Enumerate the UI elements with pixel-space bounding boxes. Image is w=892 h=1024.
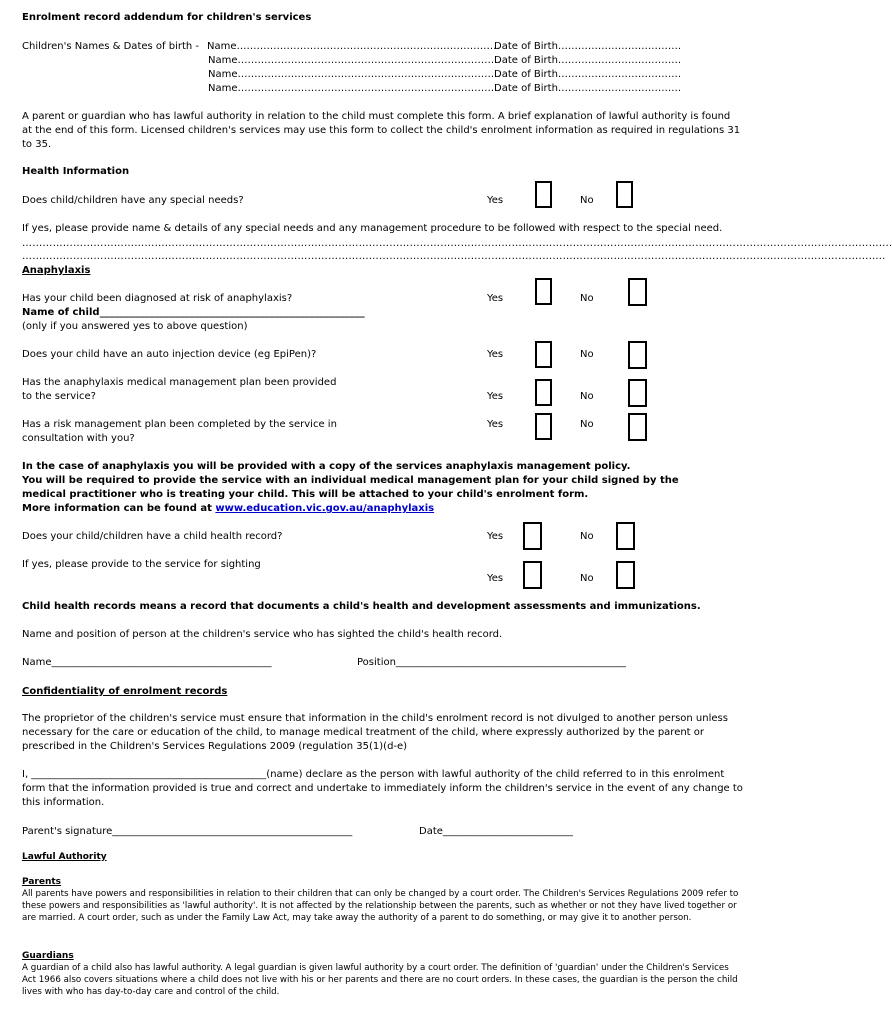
risk-plan-question-line-2: consultation with you? (22, 433, 135, 444)
yes-label: Yes (487, 293, 504, 304)
child-name-field-4[interactable]: Name……………………………………………………………………. (208, 83, 501, 94)
anaphylaxis-notice-line-2: You will be required to provide the service with an individual medical management plan for your child signed by the (22, 475, 679, 486)
signature-date-field[interactable]: Date__________________________ (419, 826, 573, 837)
plan-provided-no-checkbox[interactable] (628, 379, 647, 407)
special-needs-no-checkbox[interactable] (616, 181, 633, 208)
intro-paragraph: A parent or guardian who has lawful authority in relation to the child must complete this form. A brief explanation of lawful authority is found at the end of this form. Licensed children's services may use this form to collect the child's enrolment information as required in regulations 31 to 35. (22, 111, 741, 150)
confidentiality-text: The proprietor of the children's service must ensure that information in the child's enrolment record is not divulged to another person unless necessary for the care or education of the child, to manage medical treatment of the child, where expressly authorized by the parent or prescribed in the Children's Services Regulations 2009 (regulation 35(1)(d-e) (22, 713, 728, 752)
sighted-position-field[interactable]: Position______________________________________________ (357, 657, 626, 668)
guardians-text: A guardian of a child also has lawful authority. A legal guardian is given lawful authority by a court order. The definition of 'guardian' under the Children's Services Act 1966 also covers situations where a child does not live with his or her parents and there are no court orders. In these cases, the guardian is the person the child lives with who has day-to-day care and control of the child. (22, 963, 738, 997)
no-label: No (580, 293, 594, 304)
guardians-heading: Guardians (22, 951, 74, 961)
special-needs-yes-checkbox[interactable] (535, 181, 552, 208)
anaphylaxis-notice-line-3: medical practitioner who is treating your child. This will be attached to your child's enrolment form. (22, 489, 589, 500)
child-name-field-3[interactable]: Name……………………………………………………………………. (208, 69, 501, 80)
sighting-yes-checkbox[interactable] (523, 561, 542, 589)
lawful-authority-heading: Lawful Authority (22, 852, 107, 862)
sighted-name-field[interactable]: Name____________________________________________ (22, 657, 272, 668)
auto-injection-question: Does your child have an auto injection device (eg EpiPen)? (22, 349, 317, 360)
declaration-text[interactable]: I, _______________________________________________(name) declare as the person with lawful authority of the child referred to in this enrolment form that the information provided is true and correct and undertake to immediately inform the children's service in the event of any change to this information. (22, 769, 743, 808)
anaphylaxis-diagnosed-no-checkbox[interactable] (628, 278, 647, 306)
child-dob-field-3[interactable]: Date of Birth………………………………. (494, 69, 682, 80)
health-record-definition: Child health records means a record that documents a child's health and development assessments and immunizations. (22, 601, 701, 612)
child-name-field-2[interactable]: Name……………………………………………………………………. (208, 55, 501, 66)
parent-signature-field[interactable]: Parent's signature________________________________________________ (22, 826, 353, 837)
anaphylaxis-link[interactable]: www.education.vic.gov.au/anaphylaxis (215, 503, 435, 514)
yes-label: Yes (487, 419, 504, 430)
child-name-field-1[interactable]: Name……………………………………………………………………. (207, 41, 500, 52)
no-label: No (580, 391, 594, 402)
yes-label: Yes (487, 391, 504, 402)
plan-provided-question-line-2: to the service? (22, 391, 96, 402)
children-label: Children's Names & Dates of birth - (22, 41, 200, 52)
auto-injection-no-checkbox[interactable] (628, 341, 647, 369)
parents-text: All parents have powers and responsibilities in relation to their children that can only be changed by a court order. The Children's Services Regulations 2009 refer to these powers and responsibilities as 'lawful authority'. It is not affected by the relationship between the parents, such as whether or not they have lived together or are married. A court order, such as under the Family Law Act, may take away the authority of a parent to do something, or may give it to another person. (22, 889, 739, 923)
health-record-question: Does your child/children have a child health record? (22, 531, 283, 542)
risk-plan-question-line-1: Has a risk management plan been completed by the service in (22, 419, 337, 430)
health-record-no-checkbox[interactable] (616, 522, 635, 550)
yes-label: Yes (487, 195, 504, 206)
special-needs-details-label: If yes, please provide name & details of any special needs and any management procedure to be followed with respect to the special need. (22, 223, 723, 234)
plan-provided-question-line-1: Has the anaphylaxis medical management plan been provided (22, 377, 337, 388)
risk-plan-yes-checkbox[interactable] (535, 413, 552, 440)
yes-label: Yes (487, 573, 504, 584)
yes-label: Yes (487, 531, 504, 542)
confidentiality-heading: Confidentiality of enrolment records (22, 686, 228, 697)
anaphylaxis-diagnosed-yes-checkbox[interactable] (535, 278, 552, 305)
special-needs-details-line-1[interactable]: …………………………………………………………………………………………………………………………………………………………………………………………………………………………………. (22, 238, 892, 249)
health-record-yes-checkbox[interactable] (523, 522, 542, 550)
child-dob-field-2[interactable]: Date of Birth………………………………. (494, 55, 682, 66)
anaphylaxis-heading: Anaphylaxis (22, 265, 91, 276)
child-dob-field-4[interactable]: Date of Birth………………………………. (494, 83, 682, 94)
anaphylaxis-diagnosed-question: Has your child been diagnosed at risk of anaphylaxis? (22, 293, 293, 304)
health-heading: Health Information (22, 166, 130, 177)
auto-injection-yes-checkbox[interactable] (535, 341, 552, 368)
only-if-note: (only if you answered yes to above question) (22, 321, 248, 332)
anaphylaxis-notice-line-1: In the case of anaphylaxis you will be provided with a copy of the services anaphylaxis management policy. (22, 461, 631, 472)
more-info-line (22, 502, 434, 516)
special-needs-details-line-2[interactable]: ……………………………………………………………………………………………………………………………………………………………………………………………………………………………….. (22, 251, 886, 262)
form-title: Enrolment record addendum for children's services (22, 12, 312, 23)
special-needs-question: Does child/children have any special needs? (22, 195, 244, 206)
no-label: No (580, 195, 594, 206)
no-label: No (580, 531, 594, 542)
no-label: No (580, 419, 594, 430)
no-label: No (580, 573, 594, 584)
sighted-by-label: Name and position of person at the children's service who has sighted the child's health record. (22, 629, 503, 640)
plan-provided-yes-checkbox[interactable] (535, 379, 552, 406)
name-of-child-field[interactable]: Name of child_____________________________________________________ (22, 307, 365, 318)
child-dob-field-1[interactable]: Date of Birth………………………………. (494, 41, 682, 52)
sighting-question: If yes, please provide to the service for sighting (22, 559, 261, 570)
no-label: No (580, 349, 594, 360)
parents-heading: Parents (22, 877, 62, 887)
risk-plan-no-checkbox[interactable] (628, 413, 647, 441)
more-info-label: More information can be found at (22, 503, 216, 514)
yes-label: Yes (487, 349, 504, 360)
sighting-no-checkbox[interactable] (616, 561, 635, 589)
